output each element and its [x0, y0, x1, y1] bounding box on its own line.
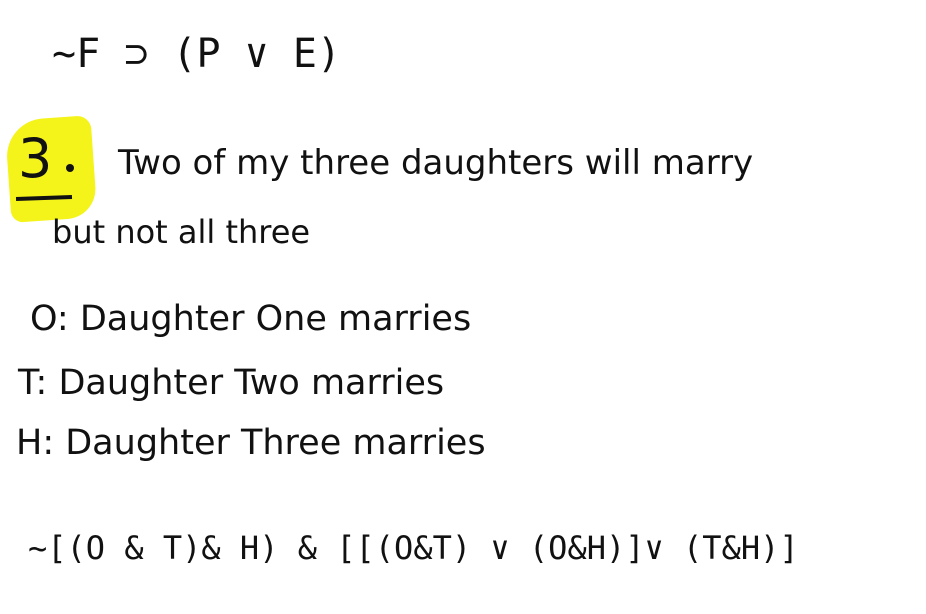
definition-t: T: Daughter Two marries — [18, 363, 445, 403]
item-number-period — [66, 164, 74, 172]
definition-h: H: Daughter Three marries — [16, 423, 486, 463]
definition-o: O: Daughter One marries — [30, 299, 472, 339]
item-number: 3 — [18, 127, 53, 190]
formula-line-1: ~F ⊃ (P ∨ E) — [52, 31, 341, 77]
sentence-line-2: but not all three — [52, 213, 311, 251]
sentence-line-1: Two of my three daughters will marry — [118, 143, 754, 183]
symbolic-formula: ~[(O & T)& H) & [[(O&T) ∨ (O&H)]∨ (T&H)] — [28, 529, 799, 567]
